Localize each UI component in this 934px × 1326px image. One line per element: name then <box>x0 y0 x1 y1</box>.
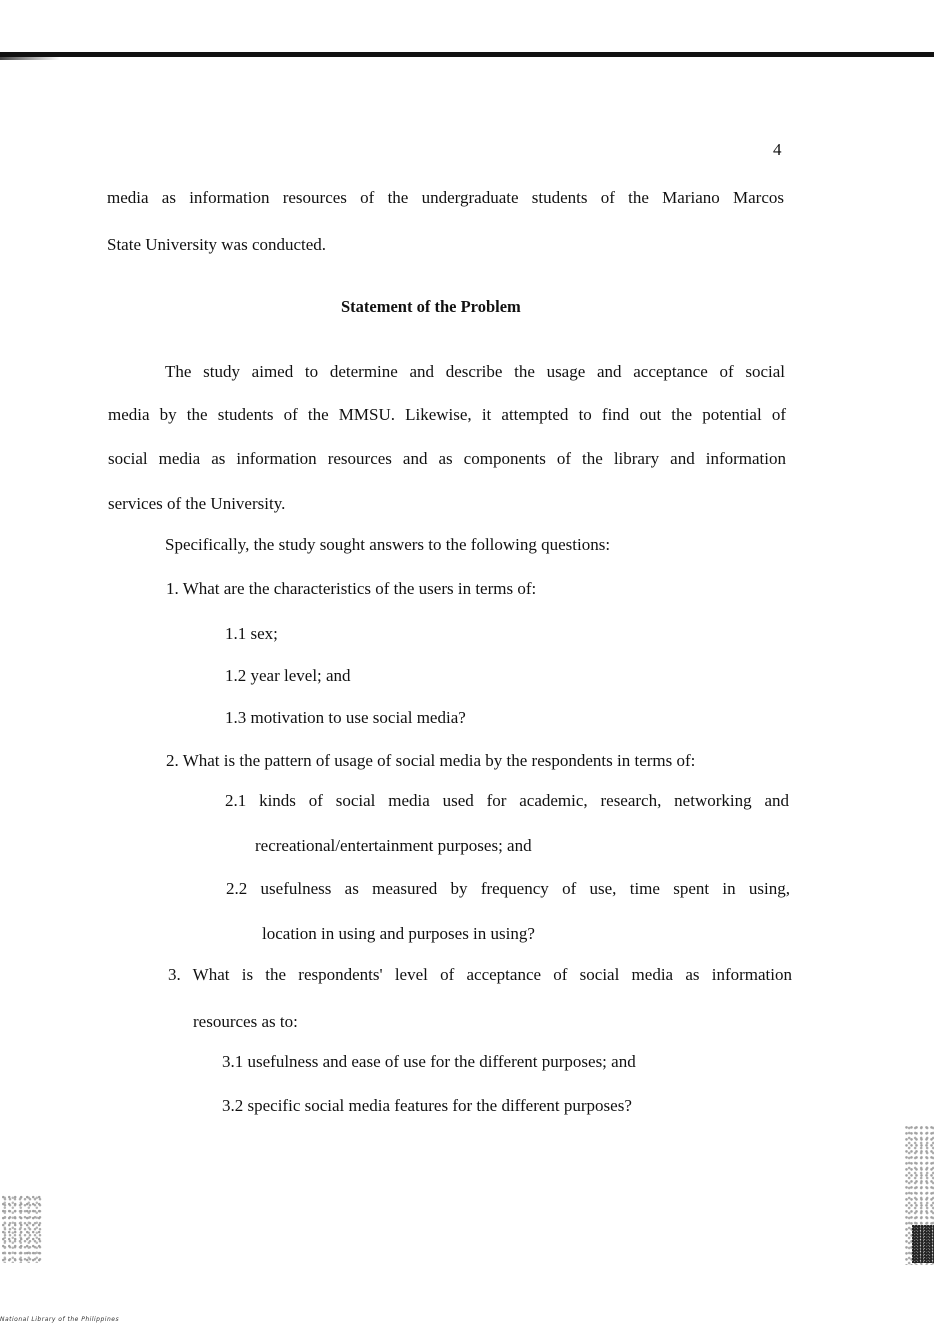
scan-smudge <box>0 57 60 60</box>
question-2: 2. What is the pattern of usage of social media by the respondents in terms of: <box>166 751 696 770</box>
question-3-1: 3.1 usefulness and ease of use for the different purposes; and <box>222 1052 636 1071</box>
question-2-1-line-2: recreational/entertainment purposes; and <box>255 836 532 855</box>
continuation-line-2: State University was conducted. <box>107 235 327 254</box>
page-number: 4 <box>773 140 782 159</box>
question-3-line-2: resources as to: <box>193 1012 298 1031</box>
question-2-2-line-2: location in using and purposes in using? <box>262 924 535 943</box>
continuation-line-1: media as information resources of the undergraduate students of the Mariano Marcos <box>107 188 784 207</box>
question-1-2: 1.2 year level; and <box>225 666 351 685</box>
paragraph-line-1: The study aimed to determine and describe the usage and acceptance of social <box>165 362 785 381</box>
question-2-1-line-1: 2.1 kinds of social media used for academic, research, networking and <box>225 791 789 810</box>
question-1-3: 1.3 motivation to use social media? <box>225 708 466 727</box>
scan-noise-right-dark <box>912 1225 934 1263</box>
question-3-2: 3.2 specific social media features for the different purposes? <box>222 1096 632 1115</box>
questions-intro: Specifically, the study sought answers to the following questions: <box>165 535 611 554</box>
paragraph-line-3: social media as information resources and as components of the library and information <box>108 449 786 468</box>
scan-noise-left <box>2 1195 42 1263</box>
question-3-line-1: 3. What is the respondents' level of acceptance of social media as information <box>168 965 792 984</box>
library-stamp: National Library of the Philippines <box>0 1316 120 1323</box>
section-heading: Statement of the Problem <box>341 297 521 316</box>
top-border-rule <box>0 52 934 57</box>
question-2-2-line-1: 2.2 usefulness as measured by frequency of use, time spent in using, <box>226 879 790 898</box>
paragraph-line-2: media by the students of the MMSU. Likewise, it attempted to find out the potential of <box>108 405 786 424</box>
paragraph-line-4: services of the University. <box>108 494 286 513</box>
question-1: 1. What are the characteristics of the users in terms of: <box>166 579 537 598</box>
question-1-1: 1.1 sex; <box>225 624 278 643</box>
